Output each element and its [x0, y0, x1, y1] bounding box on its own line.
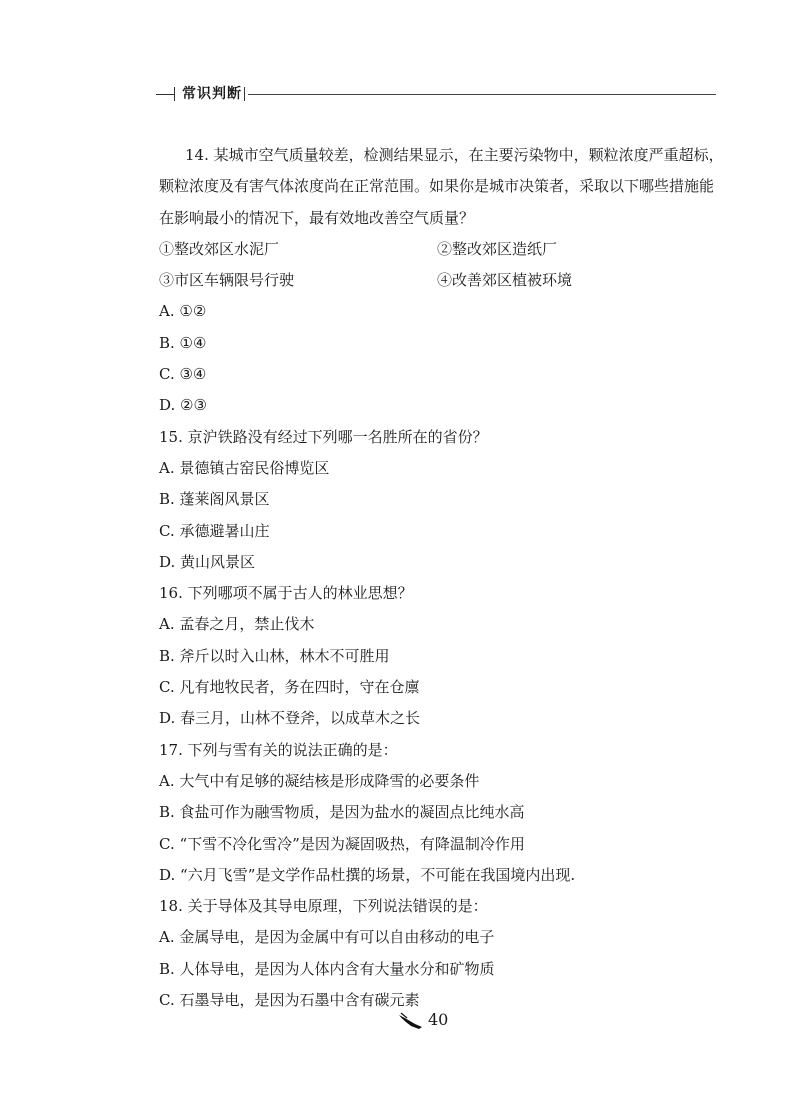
sub-item: ②整改郊区造纸厂 [437, 239, 558, 258]
answer-option: C. ③④ [159, 365, 207, 384]
answer-option: C. 石墨导电，是因为石墨中含有碳元素 [159, 991, 420, 1010]
header-rule-right [248, 94, 716, 95]
answer-option: A. ①② [159, 302, 207, 321]
question-text: 在影响最小的情况下，最有效地改善空气质量？ [159, 208, 475, 227]
answer-option: D. 春三月，山林不登斧，以成草木之长 [159, 709, 421, 728]
page-footer [398, 1010, 448, 1034]
answer-option: D. “六月飞雪”是文学作品杜撰的场景，不可能在我国境内出现. [159, 865, 576, 884]
page-number: 40 [428, 1010, 449, 1029]
answer-option: B. 斧斤以时入山林，林木不可胜用 [159, 646, 390, 665]
answer-option: B. 蓬莱阁风景区 [159, 490, 270, 509]
answer-option: D. 黄山风景区 [159, 552, 256, 571]
question-14 [159, 140, 724, 422]
header-rule-left [156, 94, 174, 95]
answer-option: B. 人体导电，是因为人体内含有大量水分和矿物质 [159, 959, 495, 978]
sub-item: ①整改郊区水泥厂 [159, 239, 280, 258]
answer-option: A. 金属导电，是因为金属中有可以自由移动的电子 [159, 928, 495, 947]
answer-option: C. “下雪不冷化雪冷”是因为凝固吸热，有降温制冷作用 [159, 834, 525, 853]
answer-option: A. 孟春之月，禁止伐木 [159, 615, 315, 634]
sub-item: ④改善郊区植被环境 [437, 271, 573, 290]
question-17 [159, 735, 719, 891]
answer-option: B. 食盐可作为融雪物质，是因为盐水的凝固点比纯水高 [159, 803, 525, 822]
question-text: 16. 下列哪项不属于古人的林业思想？ [159, 584, 413, 603]
question-15 [159, 422, 719, 578]
question-16 [159, 578, 719, 734]
question-text: 15. 京沪铁路没有经过下列哪一名胜所在的省份？ [159, 427, 488, 446]
question-text: 17. 下列与雪有关的说法正确的是： [159, 740, 398, 759]
answer-option: C. 承德避暑山庄 [159, 521, 270, 540]
answer-option: A. 景德镇古窑民俗博览区 [159, 458, 330, 477]
question-list [159, 140, 724, 1016]
question-text: 18. 关于导体及其导电原理，下列说法错误的是： [159, 897, 488, 916]
page-header [156, 82, 716, 106]
answer-option: B. ①④ [159, 333, 207, 352]
question-18 [159, 891, 719, 1016]
question-text: 14. 某城市空气质量较差，检测结果显示，在主要污染物中，颗粒浓度严重超标， [185, 146, 724, 164]
sub-item-row [159, 234, 719, 265]
answer-option: A. 大气中有足够的凝结核是形成降雪的必要条件 [159, 771, 480, 790]
header-divider [174, 87, 175, 101]
header-divider [244, 87, 245, 101]
answer-option: C. 凡有地牧民者，务在四时，守在仓廪 [159, 678, 420, 697]
answer-option: D. ②③ [159, 396, 207, 415]
sub-item-row [159, 265, 719, 296]
section-title: 常识判断 [182, 86, 242, 102]
quill-pen-icon [398, 1012, 424, 1030]
sub-item: ③市区车辆限号行驶 [159, 271, 295, 290]
question-text: 颗粒浓度及有害气体浓度尚在正常范围。如果你是城市决策者，采取以下哪些措施能 [159, 177, 715, 196]
